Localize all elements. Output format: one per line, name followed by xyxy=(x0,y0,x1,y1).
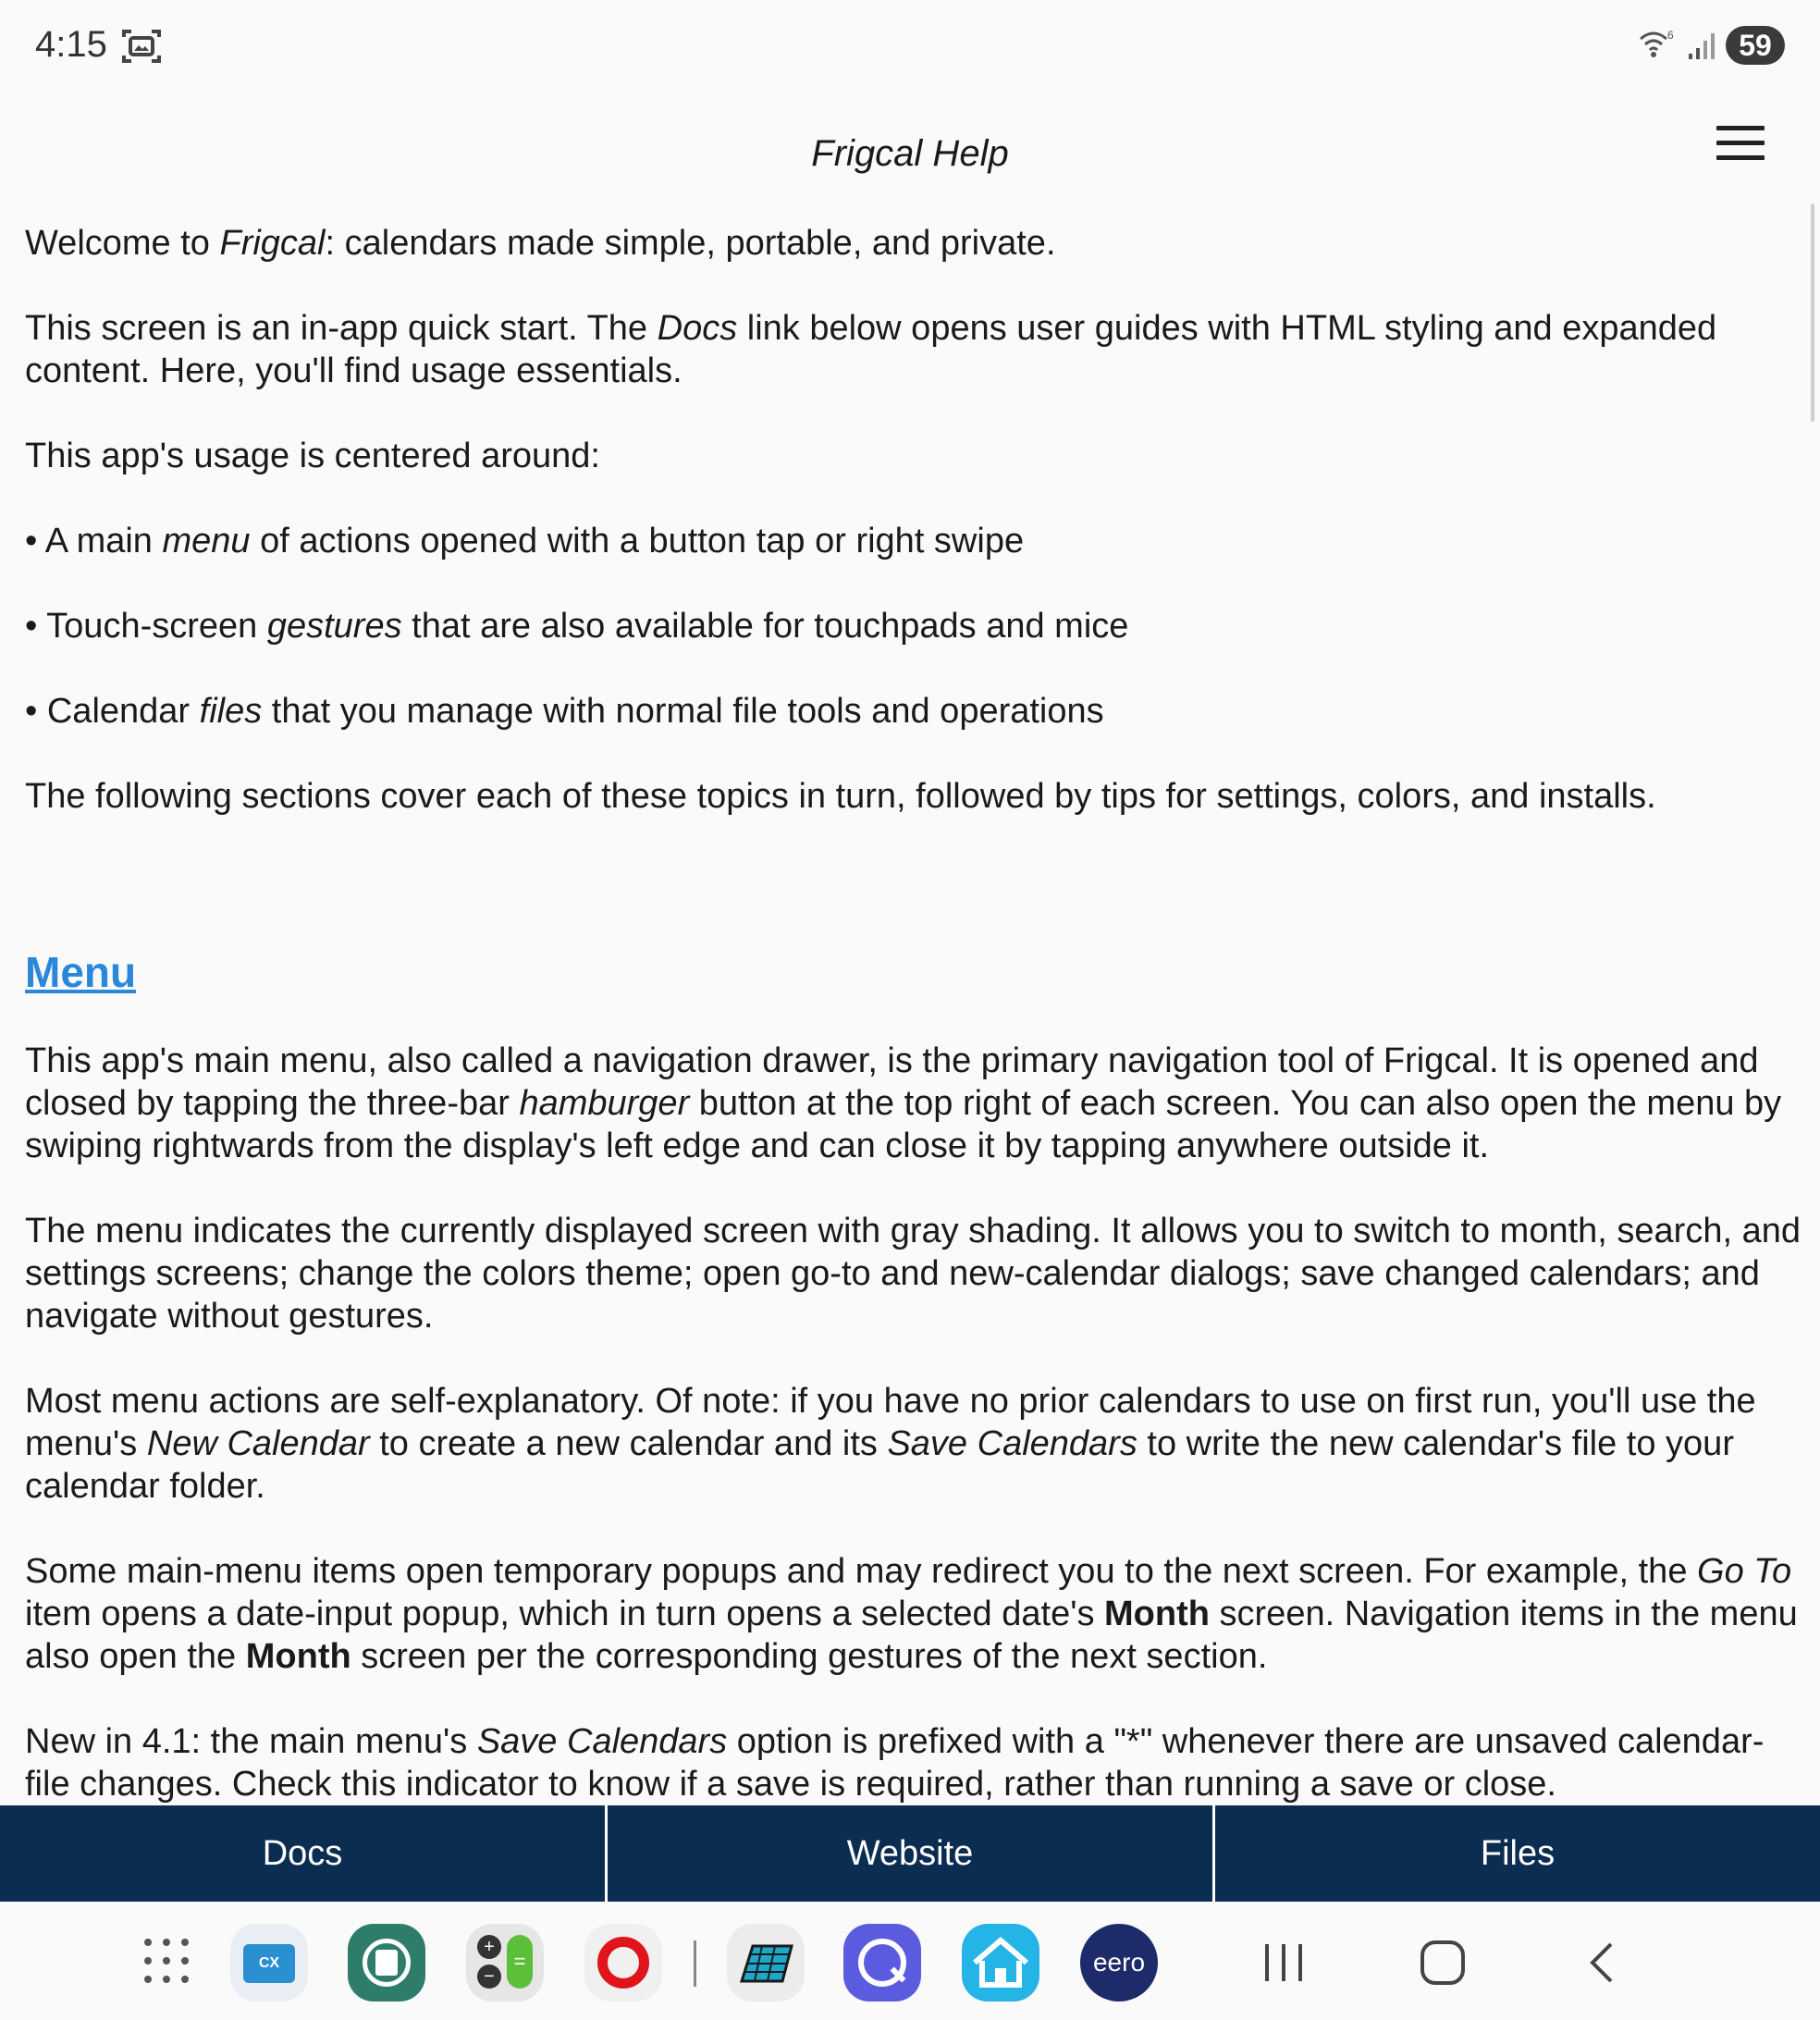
status-time: 4:15 xyxy=(35,24,107,65)
home-app-icon[interactable] xyxy=(962,1924,1039,2002)
wifi-icon xyxy=(1639,28,1676,59)
signal-icon xyxy=(1687,30,1718,61)
opera-browser-icon[interactable] xyxy=(584,1924,662,2002)
recent-apps-button[interactable] xyxy=(1258,1939,1310,1987)
menu-paragraph-5: New in 4.1: the main menu's Save Calendars option is prefixed with a "*" whenever there are unsaved calendar-file changes. Check this indicator to know if a save is required, rather than running a save or close. xyxy=(25,1722,1765,1804)
bottom-tab-bar xyxy=(0,1805,1820,1902)
bullet-menu: • A main menu of actions opened with a button tap or right swipe xyxy=(25,522,1025,560)
files-button[interactable]: Files xyxy=(1212,1805,1820,1902)
hamburger-bar xyxy=(1716,126,1765,130)
website-button[interactable]: Website xyxy=(605,1805,1212,1902)
menu-paragraph-2: The menu indicates the currently displayed screen with gray shading. It allows you to switch to month, search, and settings screens; change the colors theme; open go-to and new-calendar dialogs; save changed calendars; and navigate without gestures. xyxy=(25,1212,1801,1336)
hamburger-menu-button[interactable] xyxy=(1716,126,1765,163)
status-bar xyxy=(0,0,1820,92)
app-drawer-icon[interactable] xyxy=(144,1939,189,1983)
qr-scanner-icon[interactable] xyxy=(843,1924,921,2002)
hamburger-bar xyxy=(1716,155,1765,160)
menu-paragraph-4: Some main-menu items open temporary popups and may redirect you to the next screen. For example, the Go To item opens a date-input popup, which in turn opens a selected date's Month screen. Navigation items in the menu also open the Month screen per the corresponding gestures of the next section. xyxy=(25,1552,1798,1676)
bullet-files: • Calendar files that you manage with normal file tools and operations xyxy=(25,692,1104,731)
bullet-gestures: • Touch-screen gestures that are also available for touchpads and mice xyxy=(25,607,1129,646)
wifi-gen-label: 6 xyxy=(1667,29,1674,42)
menu-paragraph-3: Most menu actions are self-explanatory. Of note: if you have no prior calendars to use on first run, you'll use the menu's New Calendar to create a new calendar and its Save Calendars to write the new calendar's file to your calendar folder. xyxy=(25,1382,1756,1506)
sections-paragraph: The following sections cover each of these topics in turn, followed by tips for settings, colors, and installs. xyxy=(25,777,1656,816)
calculator-icon[interactable]: + − = xyxy=(466,1924,544,2002)
hamburger-bar xyxy=(1716,141,1765,145)
home-button[interactable] xyxy=(1417,1939,1469,1987)
frigcal-app-icon[interactable] xyxy=(727,1924,805,2002)
page-title: Frigcal Help xyxy=(811,133,1009,174)
menu-section-link[interactable]: Menu xyxy=(25,948,137,996)
intro-paragraph: Welcome to Frigcal: calendars made simple, portable, and private. xyxy=(25,224,1056,263)
usage-paragraph: This app's usage is centered around: xyxy=(25,437,600,475)
menu-paragraph-1: This app's main menu, also called a navigation drawer, is the primary navigation tool of Frigcal. It is opened and closed by tapping the three-bar hamburger button at the top right of each screen. You can also open the menu by swiping rightwards from the display's left edge and can close it by tapping anywhere outside it. xyxy=(25,1041,1782,1165)
help-content[interactable] xyxy=(25,222,1801,1805)
screenshot-icon xyxy=(120,26,163,67)
back-button[interactable] xyxy=(1578,1939,1629,1987)
battery-indicator: 59 xyxy=(1726,26,1785,65)
docs-button[interactable]: Docs xyxy=(262,1834,343,1873)
sync-app-icon[interactable] xyxy=(348,1924,425,2002)
dock-divider xyxy=(694,1940,696,1987)
quickstart-paragraph: This screen is an in-app quick start. The Docs link below opens user guides with HTML styling and expanded content. Here, you'll find usage essentials. xyxy=(25,309,1717,390)
eero-app-icon[interactable]: eero xyxy=(1080,1924,1158,2002)
cx-file-explorer-icon[interactable]: CX xyxy=(230,1924,308,2002)
scrollbar[interactable] xyxy=(1811,203,1814,422)
